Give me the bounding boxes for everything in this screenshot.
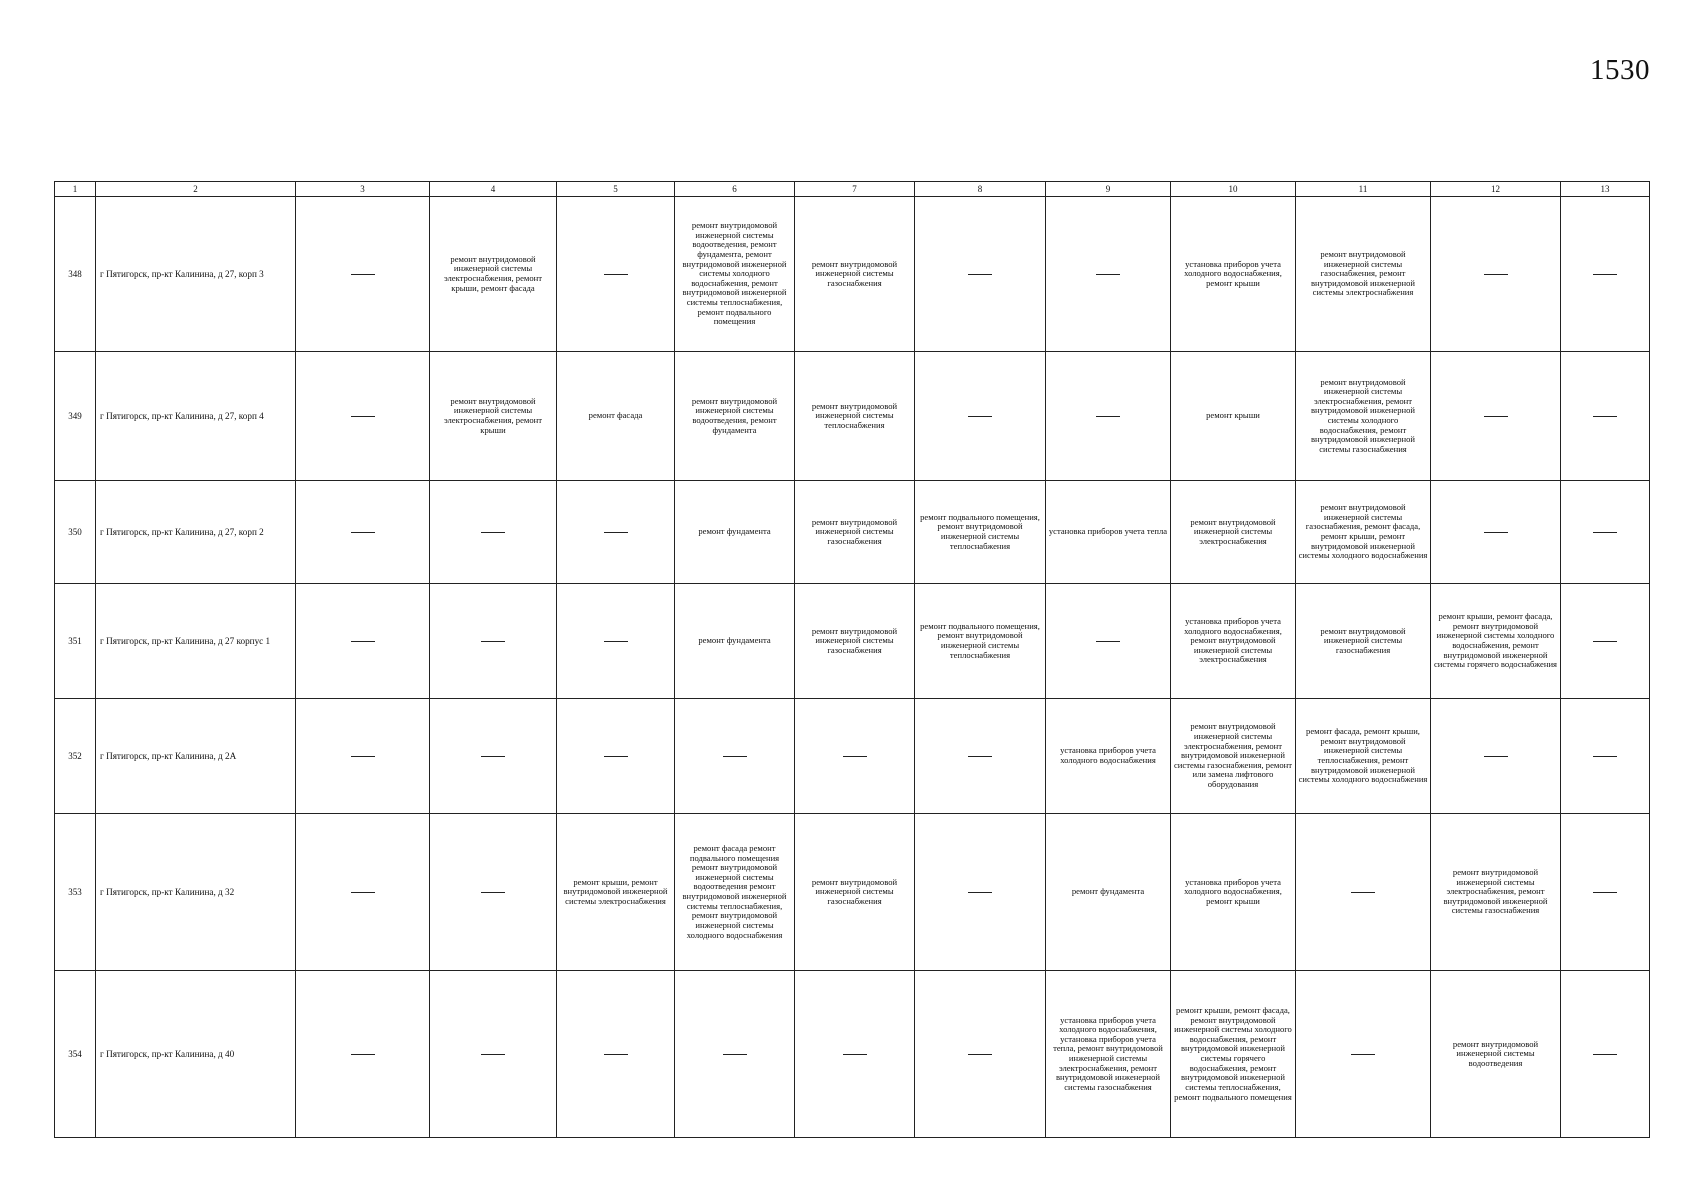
table-row [55,584,1650,699]
row-number-cell: 352 [55,699,96,814]
empty-dash [351,416,375,417]
work-cell-c4: ремонт внутридомовой инженерной системы электроснабжения, ремонт крыши [430,352,557,481]
empty-dash [604,641,628,642]
work-cell-c6 [675,971,795,1138]
work-cell-c5: ремонт фасада [557,352,675,481]
work-cell-c12 [1431,481,1561,584]
work-cell-c8 [915,814,1046,971]
table-body [55,197,1650,1138]
work-cell-c13 [1561,699,1650,814]
empty-dash [481,1054,505,1055]
work-cell-c4 [430,481,557,584]
work-cell-c3 [296,481,430,584]
work-cell-c11: ремонт внутридомовой инженерной системы газоснабжения, ремонт внутридомовой инженерной системы электроснабжения [1296,197,1431,352]
table-row [55,971,1650,1138]
work-cell-c9: ремонт фундамента [1046,814,1171,971]
empty-dash [604,274,628,275]
work-cell-c13 [1561,814,1650,971]
empty-dash [351,1054,375,1055]
table-row [55,352,1650,481]
empty-dash [351,756,375,757]
empty-dash [351,274,375,275]
work-cell-c3 [296,971,430,1138]
work-cell-c8: ремонт подвального помещения, ремонт внутридомовой инженерной системы теплоснабжения [915,584,1046,699]
work-cell-c11: ремонт внутридомовой инженерной системы электроснабжения, ремонт внутридомовой инженерной системы холодного водоснабжения, ремонт внутридомовой инженерной системы газоснабжения [1296,352,1431,481]
work-cell-c4: ремонт внутридомовой инженерной системы электроснабжения, ремонт крыши, ремонт фасада [430,197,557,352]
empty-dash [481,532,505,533]
empty-dash [1484,416,1508,417]
empty-dash [1096,274,1120,275]
column-header: 13 [1561,182,1650,197]
empty-dash [723,1054,747,1055]
work-cell-c11 [1296,971,1431,1138]
work-cell-c4 [430,584,557,699]
column-header: 7 [795,182,915,197]
empty-dash [1484,274,1508,275]
column-header: 4 [430,182,557,197]
work-cell-c13 [1561,971,1650,1138]
table-row [55,699,1650,814]
repair-schedule-table [54,181,1650,1138]
work-cell-c5 [557,197,675,352]
row-number-cell: 354 [55,971,96,1138]
empty-dash [1096,416,1120,417]
work-cell-c8 [915,197,1046,352]
work-cell-c4 [430,699,557,814]
work-cell-c12 [1431,197,1561,352]
address-cell: г Пятигорск, пр-кт Калинина, д 27, корп 4 [96,352,296,481]
work-cell-c8 [915,352,1046,481]
empty-dash [843,756,867,757]
table-row [55,481,1650,584]
empty-dash [723,756,747,757]
work-cell-c7 [795,971,915,1138]
work-cell-c13 [1561,352,1650,481]
address-cell: г Пятигорск, пр-кт Калинина, д 27, корп 3 [96,197,296,352]
work-cell-c10: ремонт внутридомовой инженерной системы электроснабжения [1171,481,1296,584]
empty-dash [1593,1054,1617,1055]
empty-dash [968,274,992,275]
work-cell-c6: ремонт внутридомовой инженерной системы водоотведения, ремонт фундамента [675,352,795,481]
row-number-cell: 349 [55,352,96,481]
column-header: 3 [296,182,430,197]
work-cell-c12: ремонт внутридомовой инженерной системы водоотведения [1431,971,1561,1138]
work-cell-c3 [296,584,430,699]
empty-dash [481,892,505,893]
empty-dash [968,892,992,893]
work-cell-c3 [296,197,430,352]
work-cell-c12: ремонт крыши, ремонт фасада, ремонт внутридомовой инженерной системы холодного водоснабжения, ремонт внутридомовой инженерной системы горячего водоснабжения [1431,584,1561,699]
empty-dash [968,1054,992,1055]
work-cell-c7: ремонт внутридомовой инженерной системы теплоснабжения [795,352,915,481]
column-header: 12 [1431,182,1561,197]
work-cell-c5 [557,481,675,584]
work-cell-c10: ремонт внутридомовой инженерной системы электроснабжения, ремонт внутридомовой инженерной системы газоснабжения, ремонт или замена лифтового оборудования [1171,699,1296,814]
empty-dash [1593,892,1617,893]
empty-dash [1593,756,1617,757]
empty-dash [351,532,375,533]
empty-dash [604,1054,628,1055]
work-cell-c9: установка приборов учета холодного водоснабжения [1046,699,1171,814]
work-cell-c11: ремонт внутридомовой инженерной системы газоснабжения [1296,584,1431,699]
work-cell-c5 [557,699,675,814]
work-cell-c12 [1431,352,1561,481]
row-number-cell: 351 [55,584,96,699]
empty-dash [351,892,375,893]
empty-dash [1096,641,1120,642]
work-cell-c12: ремонт внутридомовой инженерной системы электроснабжения, ремонт внутридомовой инженерной системы газоснабжения [1431,814,1561,971]
work-cell-c7: ремонт внутридомовой инженерной системы газоснабжения [795,197,915,352]
work-cell-c8: ремонт подвального помещения, ремонт внутридомовой инженерной системы теплоснабжения [915,481,1046,584]
empty-dash [968,756,992,757]
work-cell-c3 [296,814,430,971]
work-cell-c6 [675,699,795,814]
empty-dash [968,416,992,417]
empty-dash [481,641,505,642]
work-cell-c9 [1046,197,1171,352]
work-cell-c10: установка приборов учета холодного водоснабжения, ремонт крыши [1171,197,1296,352]
work-cell-c8 [915,699,1046,814]
work-cell-c7: ремонт внутридомовой инженерной системы газоснабжения [795,481,915,584]
work-cell-c9: установка приборов учета тепла [1046,481,1171,584]
work-cell-c13 [1561,481,1650,584]
work-cell-c9 [1046,352,1171,481]
empty-dash [1351,892,1375,893]
work-cell-c8 [915,971,1046,1138]
work-cell-c5: ремонт крыши, ремонт внутридомовой инженерной системы электроснабжения [557,814,675,971]
column-header: 10 [1171,182,1296,197]
address-cell: г Пятигорск, пр-кт Калинина, д 32 [96,814,296,971]
column-header: 5 [557,182,675,197]
column-header: 1 [55,182,96,197]
address-cell: г Пятигорск, пр-кт Калинина, д 2А [96,699,296,814]
work-cell-c7: ремонт внутридомовой инженерной системы газоснабжения [795,584,915,699]
table-row [55,197,1650,352]
work-cell-c6: ремонт фундамента [675,584,795,699]
empty-dash [1351,1054,1375,1055]
empty-dash [1593,532,1617,533]
empty-dash [604,532,628,533]
work-cell-c6: ремонт фундамента [675,481,795,584]
empty-dash [1593,416,1617,417]
work-cell-c13 [1561,197,1650,352]
work-cell-c11: ремонт внутридомовой инженерной системы газоснабжения, ремонт фасада, ремонт крыши, ремонт внутридомовой инженерной системы холодного водоснабжения [1296,481,1431,584]
work-cell-c10: ремонт крыши, ремонт фасада, ремонт внутридомовой инженерной системы холодного водоснабжения, ремонт внутридомовой инженерной системы горячего водоснабжения, ремонт внутридомовой инженерной системы теплоснабжения, ремонт подвального помещения [1171,971,1296,1138]
column-header: 8 [915,182,1046,197]
address-cell: г Пятигорск, пр-кт Калинина, д 27 корпус 1 [96,584,296,699]
work-cell-c6: ремонт фасада ремонт подвального помещения ремонт внутридомовой инженерной системы водоотведения ремонт внутридомовой инженерной системы теплоснабжения, ремонт внутридомовой инженерной системы холодного водоснабжения [675,814,795,971]
row-number-cell: 350 [55,481,96,584]
work-cell-c7 [795,699,915,814]
column-header: 11 [1296,182,1431,197]
work-cell-c5 [557,584,675,699]
work-cell-c5 [557,971,675,1138]
column-header: 9 [1046,182,1171,197]
work-cell-c13 [1561,584,1650,699]
address-cell: г Пятигорск, пр-кт Калинина, д 40 [96,971,296,1138]
work-cell-c3 [296,352,430,481]
work-cell-c6: ремонт внутридомовой инженерной системы водоотведения, ремонт фундамента, ремонт внутридомовой инженерной системы холодного водоснабжения, ремонт внутридомовой инженерной системы теплоснабжения, ремонт подвального помещения [675,197,795,352]
work-cell-c4 [430,814,557,971]
empty-dash [1593,641,1617,642]
work-cell-c11 [1296,814,1431,971]
row-number-cell: 348 [55,197,96,352]
work-cell-c10: ремонт крыши [1171,352,1296,481]
work-cell-c10: установка приборов учета холодного водоснабжения, ремонт крыши [1171,814,1296,971]
empty-dash [481,756,505,757]
empty-dash [604,756,628,757]
work-cell-c12 [1431,699,1561,814]
empty-dash [1593,274,1617,275]
empty-dash [351,641,375,642]
empty-dash [843,1054,867,1055]
column-header-row [55,182,1650,197]
work-cell-c9: установка приборов учета холодного водоснабжения, установка приборов учета тепла, ремонт внутридомовой инженерной системы электроснабжения, ремонт внутридомовой инженерной системы газоснабжения [1046,971,1171,1138]
work-cell-c11: ремонт фасада, ремонт крыши, ремонт внутридомовой инженерной системы теплоснабжения, ремонт внутридомовой инженерной системы холодного водоснабжения [1296,699,1431,814]
work-cell-c9 [1046,584,1171,699]
address-cell: г Пятигорск, пр-кт Калинина, д 27, корп 2 [96,481,296,584]
page-number: 1530 [1590,54,1650,86]
work-cell-c10: установка приборов учета холодного водоснабжения, ремонт внутридомовой инженерной системы электроснабжения [1171,584,1296,699]
work-cell-c3 [296,699,430,814]
column-header: 2 [96,182,296,197]
column-header: 6 [675,182,795,197]
work-cell-c7: ремонт внутридомовой инженерной системы газоснабжения [795,814,915,971]
empty-dash [1484,532,1508,533]
empty-dash [1484,756,1508,757]
row-number-cell: 353 [55,814,96,971]
table-row [55,814,1650,971]
work-cell-c4 [430,971,557,1138]
